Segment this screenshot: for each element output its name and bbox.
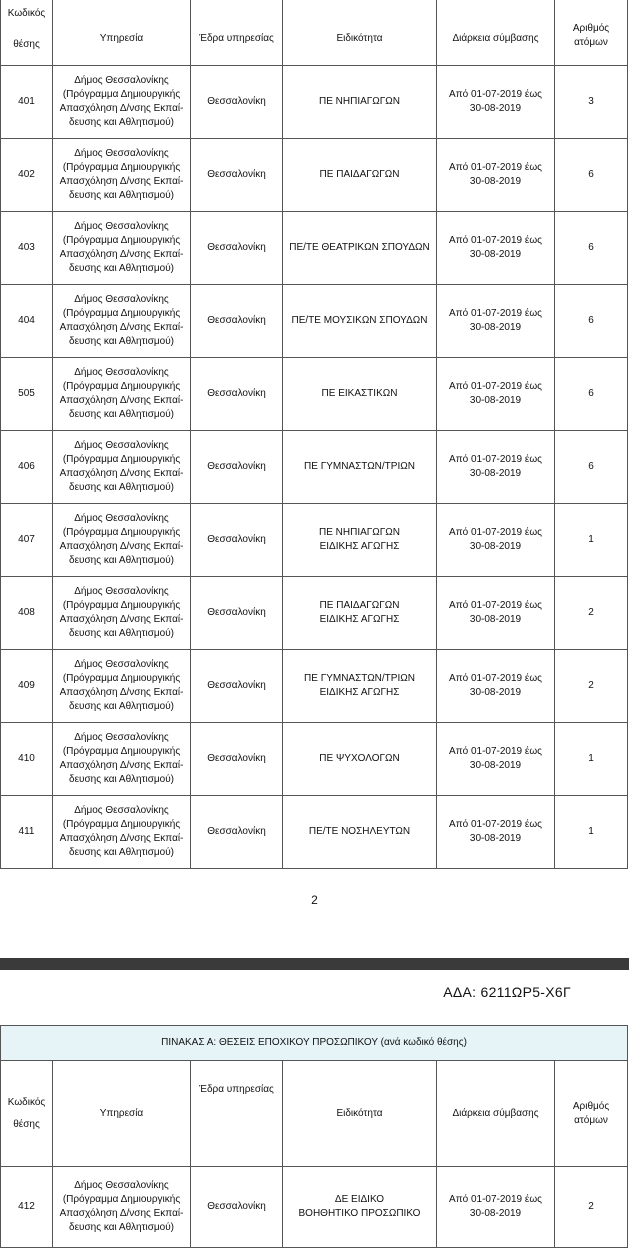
cell-specialty-line: ΠΕ ΝΗΠΙΑΓΩΓΩΝ: [319, 96, 400, 107]
cell-service-line: Απασχόληση Δ/νσης Εκπαί-: [59, 833, 184, 844]
cell-service: [53, 431, 191, 504]
cell-service-line: δευσης και Αθλητισμού): [69, 847, 174, 858]
table-row: [1, 285, 628, 358]
cell-seat: Θεσσαλονίκη: [191, 431, 283, 504]
cell-service-line: (Πρόγραμμα Δημιουργικής: [62, 89, 181, 100]
table-caption-row: [1, 1026, 628, 1061]
header-duration: Διάρκεια σύμβασης: [437, 0, 555, 66]
cell-count: 2: [555, 1167, 628, 1248]
cell-service-line: δευσης και Αθλητισμού): [69, 409, 174, 420]
cell-service-line: (Πρόγραμμα Δημιουργικής: [62, 308, 181, 319]
cell-specialty-line: ΠΕ ΓΥΜΝΑΣΤΩΝ/ΤΡΙΩΝ: [304, 461, 415, 472]
cell-service-line: (Πρόγραμμα Δημιουργικής: [62, 527, 181, 538]
cell-service-line: Δήμος Θεσσαλονίκης: [74, 1180, 169, 1191]
cell-duration: [437, 431, 555, 504]
cell-duration-line: 30-08-2019: [469, 687, 522, 698]
table-row: [1, 66, 628, 139]
table-row: [1, 212, 628, 285]
cell-service-line: Δήμος Θεσσαλονίκης: [74, 75, 169, 86]
cell-specialty: [283, 139, 437, 212]
cell-duration: [437, 1167, 555, 1248]
cell-specialty-line: ΠΕ ΨΥΧΟΛΟΓΩΝ: [319, 753, 400, 764]
header-duration: Διάρκεια σύμβασης: [437, 1061, 555, 1167]
header-count: Αριθμός ατόμων: [555, 0, 628, 66]
ada-code: ΑΔΑ: 6211ΩΡ5-Χ6Γ: [443, 984, 571, 1000]
cell-code: 406: [1, 431, 53, 504]
table-header-row: [1, 0, 628, 66]
cell-code: 402: [1, 139, 53, 212]
cell-specialty: [283, 212, 437, 285]
cell-duration-line: 30-08-2019: [469, 103, 522, 114]
cell-service-line: Απασχόληση Δ/νσης Εκπαί-: [59, 760, 184, 771]
cell-code: 401: [1, 66, 53, 139]
cell-service-line: Δήμος Θεσσαλονίκης: [74, 440, 169, 451]
cell-count: 2: [555, 650, 628, 723]
cell-count: 6: [555, 285, 628, 358]
cell-service-line: (Πρόγραμμα Δημιουργικής: [62, 819, 181, 830]
cell-duration: [437, 650, 555, 723]
cell-specialty-line: ΠΕ/ΤΕ ΜΟΥΣΙΚΩΝ ΣΠΟΥΔΩΝ: [291, 315, 428, 326]
cell-duration-line: Από 01-07-2019 έως: [449, 162, 542, 173]
cell-specialty-line: ΠΕ ΕΙΚΑΣΤΙΚΩΝ: [321, 388, 398, 399]
cell-specialty: [283, 577, 437, 650]
header-code: Κωδικός θέσης: [1, 1061, 53, 1167]
cell-service-line: Απασχόληση Δ/νσης Εκπαί-: [59, 614, 184, 625]
cell-service-line: Απασχόληση Δ/νσης Εκπαί-: [59, 1208, 184, 1219]
cell-service-line: Δήμος Θεσσαλονίκης: [74, 732, 169, 743]
cell-specialty-line: ΠΕ ΝΗΠΙΑΓΩΓΩΝ: [319, 527, 400, 538]
cell-service: [53, 504, 191, 577]
cell-service-line: δευσης και Αθλητισμού): [69, 336, 174, 347]
cell-specialty-line: ΕΙΔΙΚΗΣ ΑΓΩΓΗΣ: [319, 687, 400, 698]
cell-specialty: [283, 796, 437, 869]
cell-service-line: Απασχόληση Δ/νσης Εκπαί-: [59, 395, 184, 406]
header-count: Αριθμός ατόμων: [555, 1061, 628, 1167]
cell-service-line: (Πρόγραμμα Δημιουργικής: [62, 454, 181, 465]
cell-seat: Θεσσαλονίκη: [191, 1167, 283, 1248]
cell-specialty-line: ΠΕ ΓΥΜΝΑΣΤΩΝ/ΤΡΙΩΝ: [304, 673, 415, 684]
cell-service-line: δευσης και Αθλητισμού): [69, 1222, 174, 1233]
page-number: 2: [311, 893, 318, 907]
table-row: [1, 796, 628, 869]
cell-specialty: [283, 66, 437, 139]
cell-duration-line: 30-08-2019: [469, 468, 522, 479]
cell-specialty-line: ΕΙΔΙΚΗΣ ΑΓΩΓΗΣ: [319, 614, 400, 625]
cell-duration: [437, 577, 555, 650]
positions-table-page-2: [0, 1025, 628, 1248]
cell-duration-line: 30-08-2019: [469, 833, 522, 844]
cell-service-line: δευσης και Αθλητισμού): [69, 701, 174, 712]
cell-seat: Θεσσαλονίκη: [191, 285, 283, 358]
cell-duration: [437, 358, 555, 431]
cell-service-line: Δήμος Θεσσαλονίκης: [74, 659, 169, 670]
header-specialty: Ειδικότητα: [283, 1061, 437, 1167]
cell-duration-line: Από 01-07-2019 έως: [449, 1194, 542, 1205]
cell-service: [53, 358, 191, 431]
cell-count: 6: [555, 358, 628, 431]
cell-specialty: [283, 650, 437, 723]
cell-duration-line: Από 01-07-2019 έως: [449, 89, 542, 100]
header-service: Υπηρεσία: [53, 1061, 191, 1167]
cell-service-line: δευσης και Αθλητισμού): [69, 263, 174, 274]
cell-service-line: (Πρόγραμμα Δημιουργικής: [62, 162, 181, 173]
table-row: [1, 431, 628, 504]
cell-duration-line: 30-08-2019: [469, 322, 522, 333]
cell-count: 1: [555, 796, 628, 869]
cell-duration-line: 30-08-2019: [469, 541, 522, 552]
cell-service-line: (Πρόγραμμα Δημιουργικής: [62, 746, 181, 757]
cell-duration-line: 30-08-2019: [469, 760, 522, 771]
cell-code: 403: [1, 212, 53, 285]
cell-specialty: [283, 285, 437, 358]
header-seat: Έδρα υπηρεσίας: [191, 1061, 283, 1167]
cell-count: 1: [555, 723, 628, 796]
cell-specialty: [283, 723, 437, 796]
cell-seat: Θεσσαλονίκη: [191, 796, 283, 869]
cell-service-line: δευσης και Αθλητισμού): [69, 774, 174, 785]
cell-specialty-line: ΠΕ ΠΑΙΔΑΓΩΓΩΝ: [319, 600, 400, 611]
cell-specialty-line: ΠΕ/ΤΕ ΝΟΣΗΛΕΥΤΩΝ: [308, 826, 411, 837]
cell-specialty-line: ΕΙΔΙΚΗΣ ΑΓΩΓΗΣ: [319, 541, 400, 552]
cell-duration-line: 30-08-2019: [469, 249, 522, 260]
cell-count: 6: [555, 212, 628, 285]
cell-service: [53, 723, 191, 796]
cell-code: 404: [1, 285, 53, 358]
cell-service-line: Δήμος Θεσσαλονίκης: [74, 805, 169, 816]
cell-service-line: Δήμος Θεσσαλονίκης: [74, 586, 169, 597]
cell-service-line: δευσης και Αθλητισμού): [69, 190, 174, 201]
cell-count: 6: [555, 139, 628, 212]
cell-duration-line: Από 01-07-2019 έως: [449, 746, 542, 757]
cell-seat: Θεσσαλονίκη: [191, 66, 283, 139]
cell-duration: [437, 723, 555, 796]
cell-service-line: Απασχόληση Δ/νσης Εκπαί-: [59, 687, 184, 698]
table-header-row: [1, 1061, 628, 1167]
cell-service: [53, 285, 191, 358]
header-seat: Έδρα υπηρεσίας: [191, 0, 283, 66]
table-row: [1, 504, 628, 577]
cell-service-line: Δήμος Θεσσαλονίκης: [74, 294, 169, 305]
cell-specialty: [283, 504, 437, 577]
cell-service: [53, 212, 191, 285]
header-code: Κωδικός θέσης: [1, 0, 53, 66]
cell-service-line: Απασχόληση Δ/νσης Εκπαί-: [59, 176, 184, 187]
cell-duration-line: 30-08-2019: [469, 614, 522, 625]
cell-service-line: δευσης και Αθλητισμού): [69, 628, 174, 639]
cell-seat: Θεσσαλονίκη: [191, 358, 283, 431]
cell-service-line: (Πρόγραμμα Δημιουργικής: [62, 235, 181, 246]
cell-service: [53, 650, 191, 723]
cell-code: 407: [1, 504, 53, 577]
cell-duration: [437, 212, 555, 285]
cell-specialty-line: ΔΕ ΕΙΔΙΚΟ: [334, 1194, 385, 1205]
cell-specialty: [283, 358, 437, 431]
cell-service-line: δευσης και Αθλητισμού): [69, 117, 174, 128]
cell-duration: [437, 285, 555, 358]
cell-specialty: [283, 1167, 437, 1248]
header-specialty: Ειδικότητα: [283, 0, 437, 66]
cell-count: 1: [555, 504, 628, 577]
cell-code: 410: [1, 723, 53, 796]
cell-duration: [437, 66, 555, 139]
cell-duration-line: 30-08-2019: [469, 176, 522, 187]
cell-count: 6: [555, 431, 628, 504]
cell-service-line: Απασχόληση Δ/νσης Εκπαί-: [59, 322, 184, 333]
cell-seat: Θεσσαλονίκη: [191, 650, 283, 723]
cell-service: [53, 796, 191, 869]
cell-seat: Θεσσαλονίκη: [191, 723, 283, 796]
cell-count: 3: [555, 66, 628, 139]
cell-seat: Θεσσαλονίκη: [191, 139, 283, 212]
cell-duration: [437, 504, 555, 577]
cell-count: 2: [555, 577, 628, 650]
cell-service-line: Δήμος Θεσσαλονίκης: [74, 513, 169, 524]
cell-service: [53, 577, 191, 650]
cell-service-line: Απασχόληση Δ/νσης Εκπαί-: [59, 541, 184, 552]
cell-specialty-line: ΠΕ ΠΑΙΔΑΓΩΓΩΝ: [319, 169, 400, 180]
cell-service-line: Δήμος Θεσσαλονίκης: [74, 148, 169, 159]
cell-code: 412: [1, 1167, 53, 1248]
page-divider: [0, 958, 629, 970]
cell-service-line: Απασχόληση Δ/νσης Εκπαί-: [59, 249, 184, 260]
cell-duration-line: Από 01-07-2019 έως: [449, 381, 542, 392]
cell-seat: Θεσσαλονίκη: [191, 212, 283, 285]
cell-service-line: Δήμος Θεσσαλονίκης: [74, 221, 169, 232]
cell-service-line: (Πρόγραμμα Δημιουργικής: [62, 1194, 181, 1205]
cell-code: 409: [1, 650, 53, 723]
cell-service-line: δευσης και Αθλητισμού): [69, 482, 174, 493]
cell-duration-line: Από 01-07-2019 έως: [449, 454, 542, 465]
table-row: [1, 139, 628, 212]
cell-specialty-line: ΒΟΗΘΗΤΙΚΟ ΠΡΟΣΩΠΙΚΟ: [298, 1208, 421, 1219]
cell-duration-line: Από 01-07-2019 έως: [449, 673, 542, 684]
cell-duration-line: Από 01-07-2019 έως: [449, 308, 542, 319]
cell-duration-line: Από 01-07-2019 έως: [449, 819, 542, 830]
cell-service-line: Απασχόληση Δ/νσης Εκπαί-: [59, 103, 184, 114]
cell-service-line: Δήμος Θεσσαλονίκης: [74, 367, 169, 378]
cell-specialty-line: ΠΕ/ΤΕ ΘΕΑΤΡΙΚΩΝ ΣΠΟΥΔΩΝ: [289, 242, 430, 253]
cell-code: 505: [1, 358, 53, 431]
cell-code: 408: [1, 577, 53, 650]
cell-duration: [437, 796, 555, 869]
table-row: [1, 358, 628, 431]
cell-service-line: (Πρόγραμμα Δημιουργικής: [62, 673, 181, 684]
cell-duration-line: 30-08-2019: [469, 395, 522, 406]
cell-seat: Θεσσαλονίκη: [191, 504, 283, 577]
cell-code: 411: [1, 796, 53, 869]
cell-service-line: Απασχόληση Δ/νσης Εκπαί-: [59, 468, 184, 479]
cell-service: [53, 66, 191, 139]
header-service: Υπηρεσία: [53, 0, 191, 66]
cell-duration-line: 30-08-2019: [469, 1208, 522, 1219]
cell-duration-line: Από 01-07-2019 έως: [449, 600, 542, 611]
table-caption: ΠΙΝΑΚΑΣ Α: ΘΕΣΕΙΣ ΕΠΟΧΙΚΟΥ ΠΡΟΣΩΠΙΚΟΥ (ανά κωδικό θέσης): [1, 1026, 628, 1061]
cell-duration-line: Από 01-07-2019 έως: [449, 527, 542, 538]
cell-service: [53, 139, 191, 212]
table-row: [1, 723, 628, 796]
table-row: [1, 577, 628, 650]
cell-service: [53, 1167, 191, 1248]
table-row: [1, 1167, 628, 1248]
cell-service-line: (Πρόγραμμα Δημιουργικής: [62, 600, 181, 611]
table-row: [1, 650, 628, 723]
cell-specialty: [283, 431, 437, 504]
cell-duration: [437, 139, 555, 212]
cell-duration-line: Από 01-07-2019 έως: [449, 235, 542, 246]
cell-seat: Θεσσαλονίκη: [191, 577, 283, 650]
cell-service-line: δευσης και Αθλητισμού): [69, 555, 174, 566]
cell-service-line: (Πρόγραμμα Δημιουργικής: [62, 381, 181, 392]
